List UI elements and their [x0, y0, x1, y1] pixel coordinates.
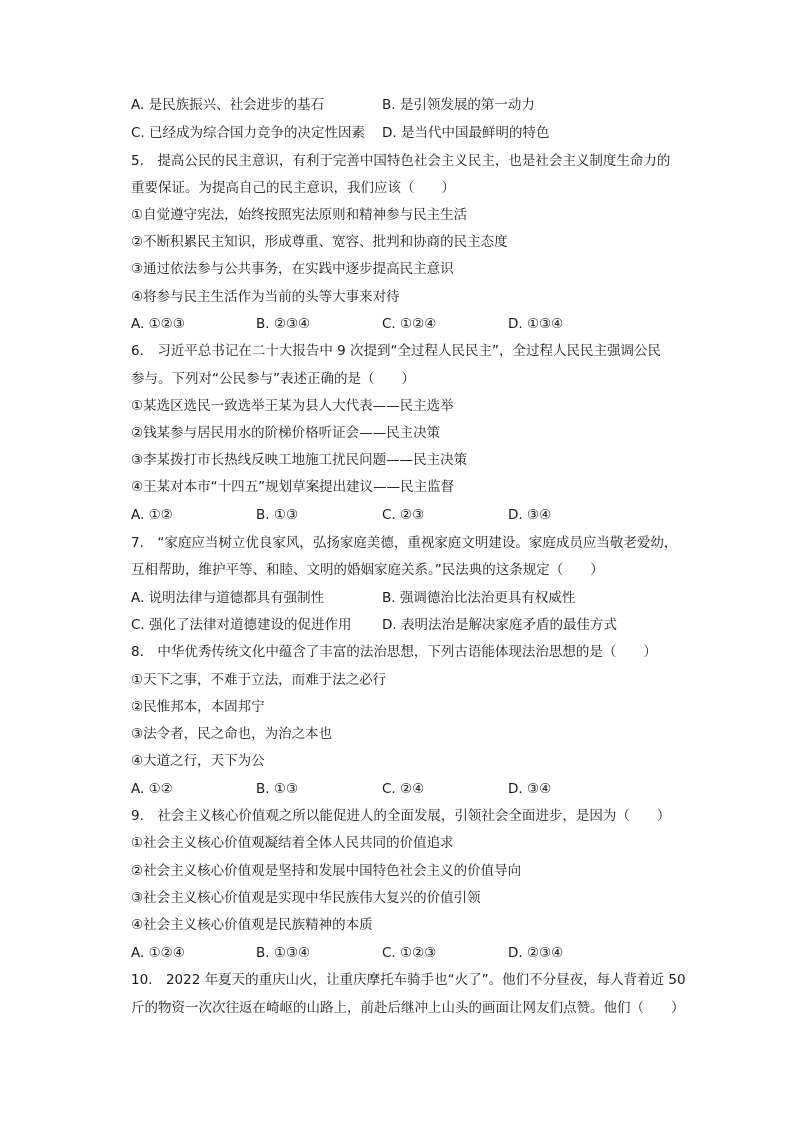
q4-option-c: C. 已经成为综合国力竞争的决定性因素 [131, 125, 366, 141]
q7-option-b: B. 强调德治比法治更具有权威性 [382, 590, 576, 606]
q7-option-a: A. 说明法律与道德都具有强制性 [131, 590, 325, 606]
q5-option-a: A. ①②③ [131, 316, 185, 332]
q6-option-c: C. ②③ [382, 507, 425, 523]
q5-stem-line2: 重要保证。为提高自己的民主意识，我们应该（ ） [131, 180, 455, 196]
q8-option-d: D. ③④ [508, 781, 552, 797]
q6-item-4: ④王某对本市“十四五”规划草案提出建议——民主监督 [131, 479, 455, 495]
q9-stem-line1: 9. 社会主义核心价值观之所以能促进人的全面发展，引领社会全面进步，是因为（ ） [131, 808, 671, 824]
q6-option-a: A. ①② [131, 507, 173, 523]
q8-option-a: A. ①② [131, 781, 173, 797]
q8-option-c: C. ②④ [382, 781, 425, 797]
q6-option-d: D. ③④ [508, 507, 552, 523]
q6-item-3: ③李某拨打市长热线反映工地施工扰民问题——民主决策 [131, 452, 468, 468]
q6-stem-line1: 6. 习近平总书记在二十大报告中 9 次提到“全过程人民民主”，全过程人民民主强调公民 [131, 343, 662, 359]
q5-option-b: B. ②③④ [256, 316, 311, 332]
q4-option-b: B. 是引领发展的第一动力 [382, 97, 535, 113]
q6-option-b: B. ①③ [256, 507, 299, 523]
q7-stem-line1: 7. “家庭应当树立优良家风，弘扬家庭美德，重视家庭文明建设。家庭成员应当敬老爱幼， [131, 535, 678, 551]
q5-option-c: C. ①②④ [382, 316, 437, 332]
q10-stem-line1: 10. 2022 年夏天的重庆山火，让重庆摩托车骑手也“火了”。他们不分昼夜，每人背着近 50 [131, 972, 686, 988]
q9-option-b: B. ①③④ [256, 945, 311, 961]
q9-item-4: ④社会主义核心价值观是民族精神的本质 [131, 917, 373, 933]
q6-item-1: ①某选区选民一致选举王某为县人大代表——民主选举 [131, 398, 454, 414]
q9-option-a: A. ①②④ [131, 945, 185, 961]
q9-item-2: ②社会主义核心价值观是坚持和发展中国特色社会主义的价值导向 [131, 863, 522, 879]
q5-item-1: ①自觉遵守宪法，始终按照宪法原则和精神参与民主生活 [131, 207, 468, 223]
q7-option-c: C. 强化了法律对道德建设的促进作用 [131, 617, 352, 633]
q4-option-d: D. 是当代中国最鲜明的特色 [382, 125, 550, 141]
q5-item-3: ③通过依法参与公共事务，在实践中逐步提高民主意识 [131, 261, 454, 277]
q9-item-3: ③社会主义核心价值观是实现中华民族伟大复兴的价值引领 [131, 890, 481, 906]
q9-option-d: D. ②③④ [508, 945, 564, 961]
q6-stem-line2: 参与。下列对“公民参与”表述正确的是（ ） [131, 371, 415, 387]
q9-option-c: C. ①②③ [382, 945, 437, 961]
q8-item-3: ③法令者，民之命也，为治之本也 [131, 726, 333, 742]
q5-item-2: ②不断积累民主知识，形成尊重、宽容、批判和协商的民主态度 [131, 234, 508, 250]
q5-stem-line1: 5. 提高公民的民主意识，有利于完善中国特色社会主义民主，也是社会主义制度生命力的 [131, 153, 671, 169]
q8-stem-line1: 8. 中华优秀传统文化中蕴含了丰富的法治思想，下列古语能体现法治思想的是（ ） [131, 644, 657, 660]
q6-item-2: ②钱某参与居民用水的阶梯价格听证会——民主决策 [131, 425, 441, 441]
q8-option-b: B. ①③ [256, 781, 299, 797]
q4-option-a: A. 是民族振兴、社会进步的基石 [131, 97, 325, 113]
q8-item-1: ①天下之事，不难于立法，而难于法之必行 [131, 672, 387, 688]
q8-item-2: ②民惟邦本，本固邦宁 [131, 699, 265, 715]
q7-option-d: D. 表明法治是解决家庭矛盾的最佳方式 [382, 617, 617, 633]
q7-stem-line2: 互相帮助，维护平等、和睦、文明的婚姻家庭关系。”民法典的这条规定（ ） [131, 562, 604, 578]
q8-item-4: ④大道之行，天下为公 [131, 753, 265, 769]
q10-stem-line2: 斤的物资一次次往返在崎岖的山路上，前赴后继冲上山头的画面让网友们点赞。他们（ ） [131, 1000, 685, 1016]
q9-item-1: ①社会主义核心价值观凝结着全体人民共同的价值追求 [131, 835, 454, 851]
q5-item-4: ④将参与民主生活作为当前的头等大事来对待 [131, 289, 400, 305]
q5-option-d: D. ①③④ [508, 316, 564, 332]
